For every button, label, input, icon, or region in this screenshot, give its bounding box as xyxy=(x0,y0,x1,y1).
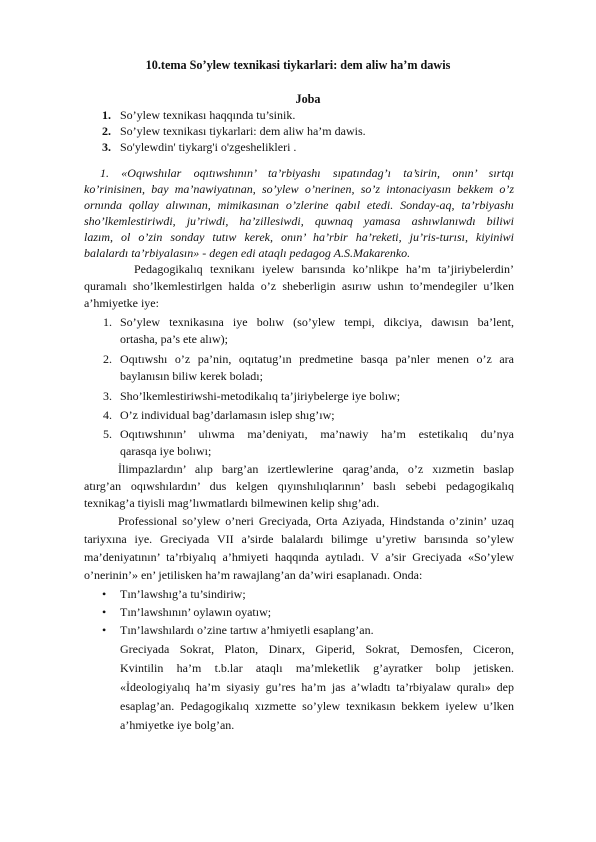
list-number: 1. xyxy=(103,315,112,329)
paragraph-line: «İdeologiyalıq ha’m siyasiy gu’res ha’m jas a’wladtı ta’rbiyalaw quralı» dep xyxy=(120,680,514,694)
list-number: 3. xyxy=(103,389,112,403)
paragraph-line: texnikag’a tiyisli mag’lıwmatlardı bilmewinen kelip shıg’adı. xyxy=(84,496,380,510)
plan-item: So’ylew texnikası haqqında tu’sinik. xyxy=(120,108,296,122)
paragraph-line: quramalı sho’lkemlestirlgen halda o’z sheberligin asırıw ushın to’mendegiler u’lken xyxy=(84,279,514,293)
epigraph-line: balalardı ta’rbiyalasın» - degen edi ataqlı pedagog A.S.Makarenko. xyxy=(84,246,411,260)
list-number: 4. xyxy=(103,408,112,422)
paragraph-line: Kvintilin ha’m t.b.lar ataqlı ma’mleketlik g’ayratker bolıp jetisken. xyxy=(120,661,514,675)
plan-item: So'ylewdin' tiykarg'i o'zgeshelikleri . xyxy=(120,140,297,154)
paragraph-line: a’hmiyetke iye bolg’an. xyxy=(120,718,235,732)
list-number: 2. xyxy=(103,352,112,366)
paragraph-line: Greciyada Sokrat, Platon, Dinarx, Giperid, Sokrat, Demosfen, Ciceron, xyxy=(120,642,514,656)
list-item-line: Oqıtıwshı o’z pa’nin, oqıtatug’ın predmetine basqa pa’nler menen o’z ara xyxy=(120,352,514,366)
epigraph-line: ornında qollay alıwınan, mimikasınan o’zlerine qabıl etedi. Sonday-aq, ta’rbiyashı xyxy=(84,198,514,212)
plan-item-number: 3. xyxy=(102,140,111,154)
list-item-line: O’z individual bag’darlamasın islep shıg’ıw; xyxy=(120,408,335,422)
list-item-line: qarasqa iye bolıwı; xyxy=(120,444,212,458)
paragraph-line: o’nerinin’» en’ jetilisken ha’m rawajlang’an da’wiri esaplanadı. Onda: xyxy=(84,568,423,582)
paragraph-line: İlimpazlardın’ alıp barg’an izertlewlerine qarag’anda, o’z xızmetin baslap xyxy=(118,462,514,476)
bullet-icon: • xyxy=(102,587,107,601)
paragraph-line: a’hmiyetke iye: xyxy=(84,296,159,310)
list-item-line: baylanısın biliw kerek boladı; xyxy=(120,369,263,383)
epigraph-line: 1. «Oqıwshılar oqıtıwshının’ ta’rbiyashı sıpatındag’ı ta’sirin, onın’ sırtqı xyxy=(100,166,514,180)
epigraph-line: sho’lkemlestiriwdi, ju’riwdi, ha’zillesiwdi, quwnaq yamasa ashıwlanıwdı biliwi xyxy=(84,214,514,228)
bullet-item: Tın’lawshıg’a tu’sindiriw; xyxy=(120,587,246,601)
paragraph-line: tariyxına iye. Greciyada VII a’sirde balalardı bilimge u’yretiw barısında so’ylew xyxy=(84,532,514,546)
list-number: 5. xyxy=(103,427,112,441)
paragraph-line: ma’deniyatının’ ta’rbiyalıq a’hmiyeti haqqında aytıladı. V a’sir Greciyada «So’ylew xyxy=(84,550,514,564)
paragraph-line: Professional so’ylew o’neri Greciyada, Orta Aziyada, Hindstanda o’zinin’ uzaq xyxy=(118,514,514,528)
bullet-icon: • xyxy=(102,605,107,619)
plan-item: So’ylew texnikası tiykarlari: dem aliw ha’m dawis. xyxy=(120,124,366,138)
bullet-item: Tın’lawshılardı o’zine tartıw a’hmiyetli esaplang’an. xyxy=(120,623,374,637)
list-item-line: Oqıtıwshının’ ulıwma ma’deniyatı, ma’nawiy ha’m estetikalıq du’nya xyxy=(120,427,514,441)
paragraph-line: Pedagogikalıq texnikanı iyelew barısında ko’nlikpe ha’m ta’jiriybelerdin’ xyxy=(134,262,514,276)
plan-item-number: 1. xyxy=(102,108,111,122)
list-item-line: Sho’lkemlestiriwshi-metodikalıq ta’jiriybelerge iye bolıw; xyxy=(120,389,401,403)
bullet-icon: • xyxy=(102,623,107,637)
epigraph-line: lazım, ol o’zin sonday tutıw kerek, onın’ ha’rbir ha’reketi, ju’ris-turısı, kiyiniwi xyxy=(84,230,514,244)
list-item-line: So’ylew texnikasına iye bolıw (so’ylew tempi, dikciya, dawısın ba’lent, xyxy=(120,315,514,329)
plan-heading: Joba xyxy=(295,92,321,106)
bullet-item: Tın’lawshının’ oylawın oyatıw; xyxy=(120,605,272,619)
paragraph-line: atırg’an oqıwshılardın’ dus kelgen qıyınshılıqlarının’ baslı sebebi pedagogikalıq xyxy=(84,479,514,493)
list-item-line: ortasha, pa’s ete alıw); xyxy=(120,332,228,346)
paragraph-line: esaplag’an. Pedagogikalıq xızmette so’ylew texnikasın bekkem iyelew u’lken xyxy=(120,699,514,713)
epigraph-line: ko’rinisinen, bay ma’nawiyatınan, so’ylew o’nerinen, so’z intonaciyasın bekkem o’z xyxy=(84,182,514,196)
plan-item-number: 2. xyxy=(102,124,111,138)
document-title: 10.tema So’ylew texnikasi tiykarlari: dem aliw ha’m dawis xyxy=(145,58,451,72)
